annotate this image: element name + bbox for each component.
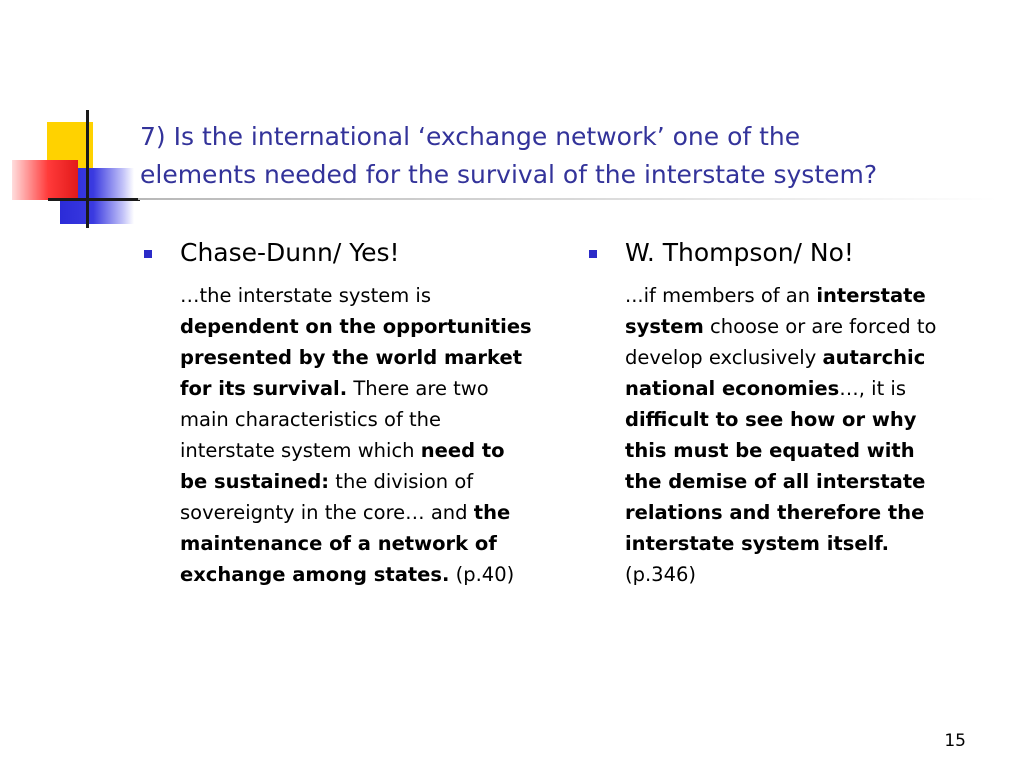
square-bullet-icon [144, 250, 152, 258]
slide-logo-decoration [0, 0, 150, 240]
left-heading: Chase-Dunn/ Yes! [180, 238, 400, 267]
logo-horizontal-line [48, 198, 140, 201]
right-quote-segment: difficult to see how or why this must be equated with the demise of all interstate relations and therefore the interstate system itself. [625, 408, 926, 555]
left-quote-segment: (p.40) [449, 563, 515, 586]
right-quote-segment: interstate system [625, 284, 926, 338]
right-bullet-item [585, 232, 955, 272]
page-number: 15 [944, 731, 966, 751]
right-heading: W. Thompson/ No! [625, 238, 854, 267]
left-quote-segment: There are two main characteristics of the interstate system which [180, 377, 489, 462]
right-quote [625, 280, 955, 590]
left-quote [180, 280, 535, 590]
left-bullet-item [140, 232, 535, 272]
left-quote-segment: need to be sustained: [180, 439, 505, 493]
logo-red-square [12, 160, 78, 200]
left-quote-segment: the division of sovereignty in the core… and [180, 470, 474, 524]
slide-title-line-2: elements needed for the survival of the interstate system? [140, 160, 878, 189]
square-bullet-icon [589, 250, 597, 258]
slide-title [140, 118, 1010, 194]
left-quote-segment: the maintenance of a network of exchange among states. [180, 501, 511, 586]
right-quote-segment: choose or are forced to develop exclusively [625, 315, 937, 369]
left-quote-segment: …the interstate system is [180, 284, 432, 307]
right-quote-segment: (p.346) [625, 563, 697, 586]
right-column [585, 232, 955, 590]
left-quote-segment: dependent on the opportunities presented by the world market for its survival. [180, 315, 532, 400]
logo-vertical-line [86, 110, 89, 228]
right-quote-segment: ...if members of an [625, 284, 817, 307]
left-column [140, 232, 535, 590]
slide-title-line-1: 7) Is the international ‘exchange network’ one of the [140, 122, 801, 151]
right-quote-segment: autarchic national economies [625, 346, 926, 400]
right-quote-segment: …, it is [839, 377, 907, 400]
title-underline [138, 198, 998, 200]
